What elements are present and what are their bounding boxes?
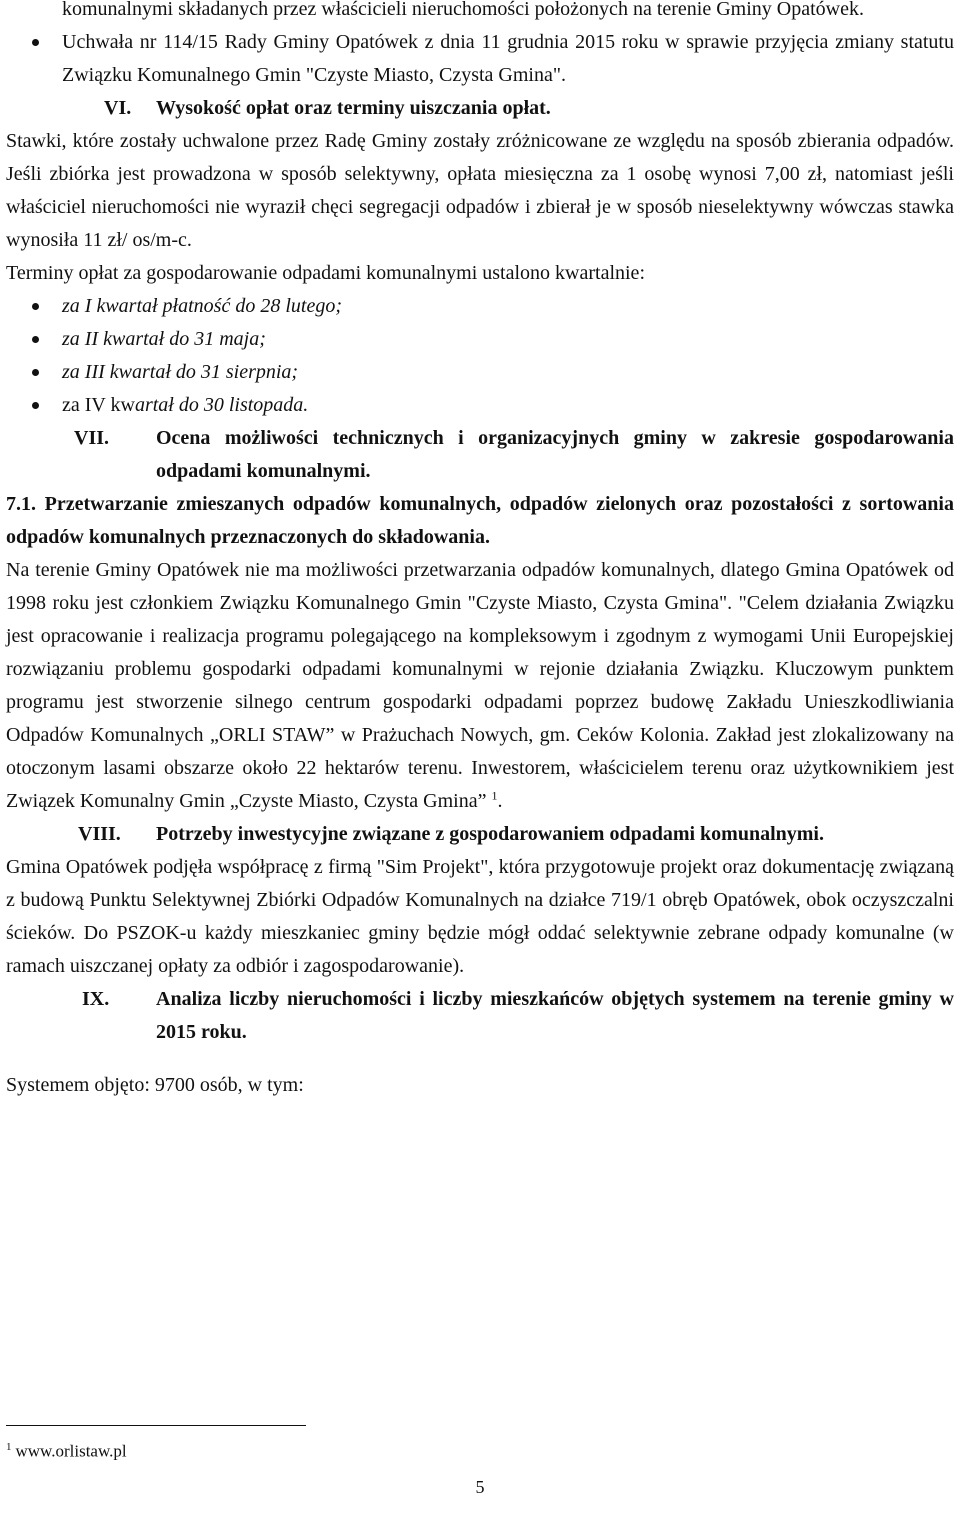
section-6-paragraph-terms: Terminy opłat za gospodarowanie odpadami komunalnymi ustalono kwartalnie: [6, 262, 645, 284]
section-8-number: VIII. [78, 823, 121, 845]
payment-terms-list [6, 290, 954, 422]
section-9-number: IX. [82, 988, 110, 1010]
section-7-heading [6, 422, 954, 488]
section-7-text: Na terenie Gminy Opatówek nie ma możliwości przetwarzania odpadów komunalnych, dlatego Gmina Opatówek od 1998 roku jest członkiem Związku Komunalnego Gmin "Czyste Miasto, Czysta Gmina". "Celem działania Związku jest opracowanie i realizacja programu polegającego na kompleksowym i zgodnym z wymogami Unii Europejskiej rozwiązaniu problemu gospodarki odpadami komunalnymi w rejonie działania Związku. Kluczowym punktem programu jest stworzenie silnego centrum gospodarki odpadami poprzez budowę Zakładu Unieszkodliwiania Odpadów Komunalnych „ORLI STAW” w Prażuchach Nowych, gm. Ceków Kolonia. Zakład jest zlokalizowany na otoczonym lasami obszarze około 22 hektarów terenu. Inwestorem, właścicielem terenu oraz użytkownikiem jest Związek Komunalny Gmin „Czyste Miasto, Czysta Gmina” [6, 559, 954, 812]
section-8-paragraph: Gmina Opatówek podjęła współpracę z firmą "Sim Projekt", która przygotowuje projekt oraz dokumentację związaną z budową Punktu Selektywnej Zbiórki Odpadów Komunalnych na działce 719/1 obręb Opatówek, obok oczyszczalni ścieków. Do PSZOK-u każdy mieszkaniec gminy będzie mógł oddać selektywnie zebrane odpady komunalne (w ramach uiszczanej opłaty za odbiór i zagospodarowanie). [6, 856, 954, 977]
term-item-q2: za II kwartał do 31 maja; [6, 323, 954, 356]
section-7-number: VII. [74, 427, 110, 449]
page-number: 5 [475, 1477, 485, 1497]
section-6-title: Wysokość opłat oraz terminy uiszczania opłat. [156, 97, 551, 119]
continuation-text: komunalnymi składanych przez właścicieli nieruchomości położonych na terenie Gminy Opatówek. [62, 0, 864, 20]
section-6-heading [6, 92, 954, 125]
section-9-heading [6, 983, 954, 1049]
system-coverage-line: Systemem objęto: 9700 osób, w tym: [6, 1074, 304, 1096]
footnote-text: www.orlistaw.pl [15, 1441, 127, 1461]
section-7-paragraph [6, 554, 954, 818]
term-item-q1: za I kwartał płatność do 28 lutego; [6, 290, 954, 323]
section-8-title: Potrzeby inwestycyjne związane z gospodarowaniem odpadami komunalnymi. [156, 823, 824, 845]
section-8-heading [6, 818, 954, 851]
section-7-text-end: . [497, 790, 503, 812]
footnote-reference: 1 [491, 788, 498, 803]
footnote-number: 1 [6, 1441, 12, 1453]
term-q4-prefix: za IV kw [62, 394, 135, 416]
footnote [6, 1433, 127, 1466]
subsection-7-1-heading: 7.1. Przetwarzanie zmieszanych odpadów komunalnych, odpadów zielonych oraz pozostałości z sortowania odpadów komunalnych przeznaczonych do składowania. [6, 493, 954, 548]
section-7-title: Ocena możliwości technicznych i organizacyjnych gminy w zakresie gospodarowania odpadami komunalnymi. [156, 427, 954, 482]
resolution-list [6, 26, 954, 92]
footnote-divider [6, 1425, 306, 1426]
term-item-q3: za III kwartał do 31 sierpnia; [6, 356, 954, 389]
term-item-q4 [6, 389, 954, 422]
section-6-paragraph-rates: Stawki, które zostały uchwalone przez Radę Gminy zostały zróżnicowane ze względu na sposób zbierania odpadów. Jeśli zbiórka jest prowadzona w sposób selektywny, opłata miesięczna za 1 osobę wynosi 7,00 zł, natomiast jeśli właściciel nieruchomości nie wyraził chęci segregacji odpadów i zbierał je w sposób nieselektywny wówczas stawka wynosiła 11 zł/ os/m-c. [6, 130, 954, 251]
section-9-title: Analiza liczby nieruchomości i liczby mieszkańców objętych systemem na terenie gminy w 2015 roku. [156, 988, 954, 1043]
term-q4-rest: artał do 30 listopada. [134, 394, 309, 416]
resolution-item: Uchwała nr 114/15 Rady Gminy Opatówek z dnia 11 grudnia 2015 roku w sprawie przyjęcia zmiany statutu Związku Komunalnego Gmin "Czyste Miasto, Czysta Gmina". [6, 26, 954, 92]
spacer [6, 1049, 954, 1069]
section-6-number: VI. [104, 97, 132, 119]
